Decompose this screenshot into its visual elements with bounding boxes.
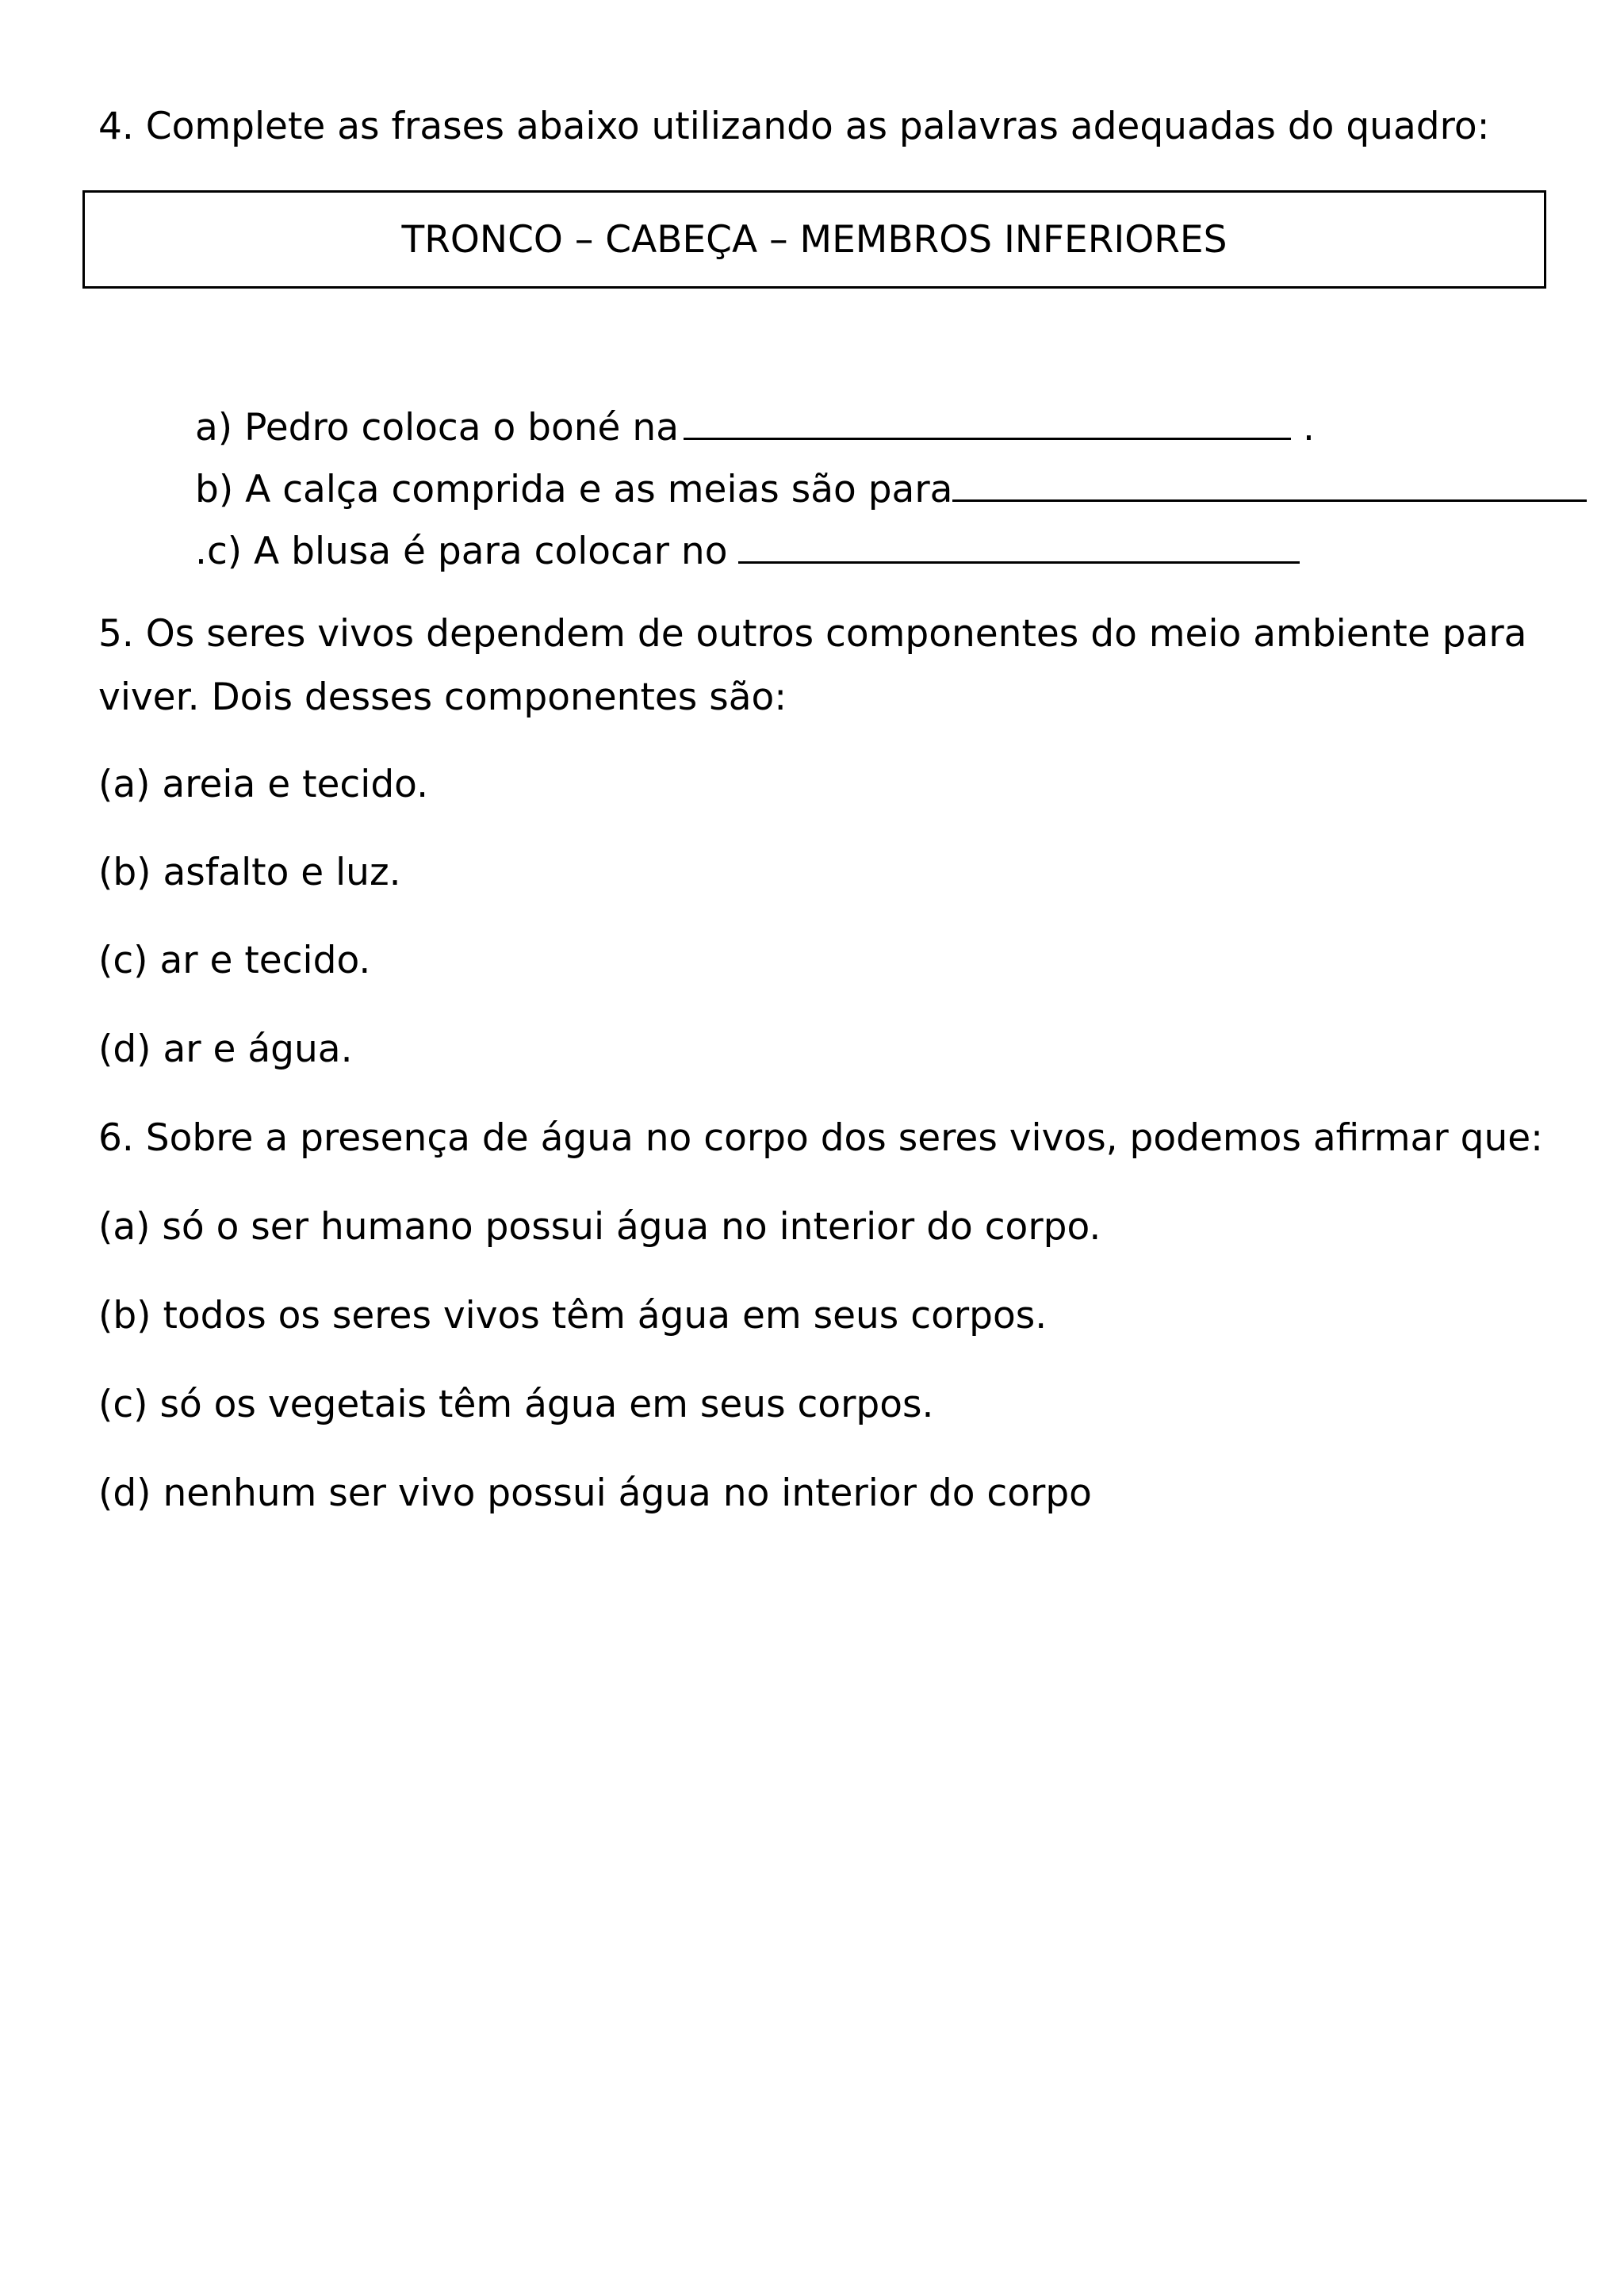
q6-option-b[interactable]: (b) todos os seres vivos têm água em seus corpos.: [98, 1294, 1048, 1337]
q5-option-c[interactable]: (c) ar e tecido.: [98, 939, 371, 982]
q5-option-d[interactable]: (d) ar e água.: [98, 1027, 353, 1071]
q5-option-b[interactable]: (b) asfalto e luz.: [98, 851, 401, 894]
q4-item-c-text: .c) A blusa é para colocar no: [195, 530, 728, 573]
q4-item-b: [195, 465, 1587, 511]
word-bank-box: [82, 190, 1546, 289]
question-5-prompt-line2: viver. Dois desses componentes são:: [98, 675, 787, 719]
word-bank-text: TRONCO – CABEÇA – MEMBROS INFERIORES: [401, 217, 1228, 262]
q6-option-c[interactable]: (c) só os vegetais têm água em seus corpos.: [98, 1383, 934, 1426]
q6-option-d[interactable]: (d) nenhum ser vivo possui água no interior do corpo: [98, 1471, 1092, 1515]
q4-item-c: [195, 526, 1300, 573]
question-5-prompt-line1: 5. Os seres vivos dependem de outros componentes do meio ambiente para: [98, 612, 1527, 656]
q4-item-a-end: .: [1302, 406, 1315, 450]
q4-item-b-text: b) A calça comprida e as meias são para: [195, 468, 953, 511]
question-6-prompt: 6. Sobre a presença de água no corpo dos seres vivos, podemos afirmar que:: [98, 1116, 1543, 1160]
q4-item-c-blank[interactable]: [738, 526, 1300, 564]
q5-option-a[interactable]: (a) areia e tecido.: [98, 763, 429, 806]
question-4-prompt: 4. Complete as frases abaixo utilizando as palavras adequadas do quadro:: [98, 105, 1490, 148]
q4-item-a-blank[interactable]: [684, 403, 1291, 440]
q6-option-a[interactable]: (a) só o ser humano possui água no interior do corpo.: [98, 1205, 1101, 1249]
q4-item-b-blank[interactable]: [952, 465, 1587, 502]
q4-item-a: [195, 403, 1315, 450]
q4-item-a-text: a) Pedro coloca o boné na: [195, 406, 679, 450]
